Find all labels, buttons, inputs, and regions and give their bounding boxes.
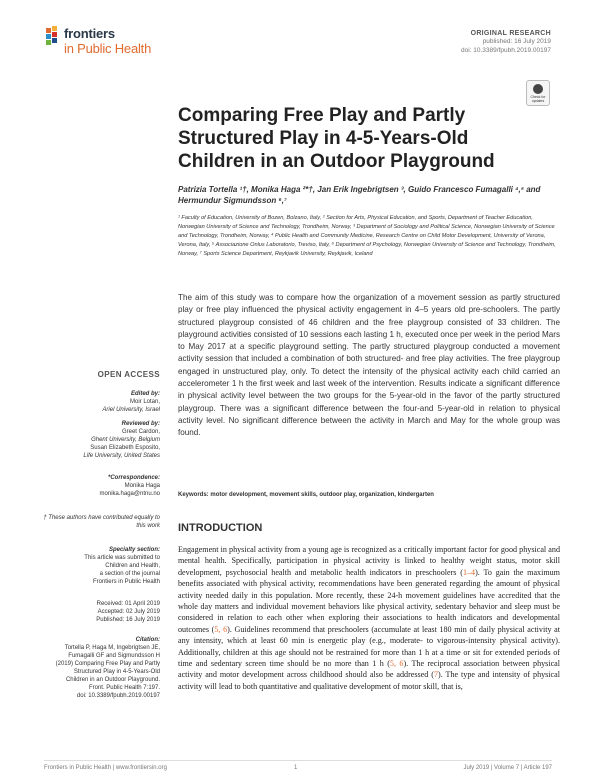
specialty-label: Specialty section:	[108, 547, 160, 553]
citation-link[interactable]: 5, 6	[214, 624, 228, 634]
affiliations: ¹ Faculty of Education, University of Bozen, Bolzano, Italy, ² Section for Arts, Physical Education, and Sports, Department of Teacher Education, Norwegian University of Science and Technology, Trondheim, Norway, ³ Department of Sociology and Political Science, Norwegian University of Science and Technology, Trondheim, Norway, ⁴ Public Health and Community Medicine, Research Centre on Child Motor Development, University of Verona, Verona, Italy, ⁵ Associazione Onlus Laboratorio, Treviso, Italy, ⁶ Department of Psychology, Norwegian University of Science and Technology, Trondheim, Norway, ⁷ Sports Science Department, Reykjavik University, Reykjavik, Iceland	[178, 215, 556, 257]
badge-label: Check for updates	[530, 95, 546, 103]
specialty-line: This article was submitted to	[84, 555, 160, 561]
journal-logo	[44, 26, 184, 58]
article-meta	[461, 30, 551, 55]
check-for-updates-button[interactable]	[526, 80, 550, 106]
journal-subname: in Public Health	[64, 41, 152, 56]
citation-line: Structured Play in 4-5-Years-Old	[73, 669, 160, 675]
article-title: Comparing Free Play and Partly Structured Play in 4-5-Years-Old Children in an Outdoor Playground	[178, 105, 495, 172]
published-date-side: Published: 16 July 2019	[96, 617, 160, 623]
edited-by-label: Edited by:	[130, 391, 160, 397]
citation-line: Fumagalli GF and Sigmundsson H	[68, 653, 160, 659]
text-run: Engagement in physical activity from a young age is recognized as a critically important factor for good physical and mental health. Specifically, participation in physical activity is linked to healthy weight status, motor skill development, psychosocial health and metabolic health indicators in preschoolers (	[178, 545, 560, 577]
journal-name: frontiers	[64, 26, 115, 41]
text-run: ). The type and intensity of physical activity will lead to both quantitative and qualitative development of motor skill, that is,	[178, 670, 560, 691]
reviewed-by-label: Reviewed by:	[121, 421, 160, 427]
footer-divider	[44, 760, 552, 761]
section-heading-introduction: INTRODUCTION	[178, 522, 263, 534]
text-run: ). To gain the maximum benefits associated with physical activity, recommendations have been generated regarding the amount of physical activity needed daily in this population. More recently, these 24-h movement guidelines have accredited that the whole day matters and individual movement behaviors like physical activity, sedentary behavior and sleep must be considered in relation to each other when exploring their associations to health indicators and developmental outcomes (	[178, 567, 560, 634]
published-date: published: 16 July 2019	[482, 38, 551, 45]
abstract: The aim of this study was to compare how the organization of a movement session as partly structured play or free play influenced the physical activity engagement in 4–5 years old pre-schoolers. The partly structured playgroup consisted of 46 children and the free playgroup consisted of 33 children. The playground activities consisted of 10 sessions each lasting 1 h, executed once per week in the period Mars to May 2017 at a specific playground setting. The partly structured playgroup conducted a movement activity session that included a combination of both structured- and free play activities. The free playgroup engaged in unstructured play, only. To detect the intensity of the physical activity each child carried an accelerometer 1 h the first week and last week of the intervention. Results indicate a significant difference in physical activity level between the two groups for the 5-year-old in the favor of the partly structured playgroup. There was a significant difference between the four-and 5-year-old in relation to physical activity level. No significant difference between the activity in March and May for the whole group was found.	[178, 293, 560, 438]
reviewer-affiliation: Life University, United States	[83, 453, 160, 459]
citation-line: (2019) Comparing Free Play and Partly	[55, 661, 160, 667]
received-date: Received: 01 April 2019	[96, 601, 160, 607]
equal-contribution-note: † These authors have contributed equally to this work	[43, 515, 160, 529]
keywords	[178, 492, 560, 498]
correspondence	[40, 474, 160, 498]
frontiers-logo-icon	[44, 26, 62, 48]
editor-name[interactable]: Moir Lotan,	[129, 399, 160, 405]
open-access-label: OPEN ACCESS	[97, 370, 160, 379]
reviewer-affiliation: Ghent University, Belgium	[91, 437, 160, 443]
keywords-label: Keywords:	[178, 492, 209, 498]
citation-line: Children in an Outdoor Playground.	[65, 677, 160, 683]
citation-line: Tortella P, Haga M, Ingebrigtsen JE,	[64, 645, 160, 651]
article-type: ORIGINAL RESEARCH	[470, 30, 551, 37]
reviewer-name[interactable]: Susan Elizabeth Esposito,	[90, 445, 160, 451]
reviewed-by	[40, 420, 160, 460]
introduction-paragraph	[178, 544, 560, 692]
reviewer-name[interactable]: Greet Cardon,	[121, 429, 160, 435]
correspondence-label: *Correspondence:	[107, 475, 160, 481]
specialty-line: a section of the journal	[99, 571, 160, 577]
doi-link[interactable]: doi: 10.3389/fpubh.2019.00197	[460, 47, 551, 54]
accepted-date: Accepted: 02 July 2019	[97, 609, 160, 615]
updates-icon	[533, 84, 543, 94]
editor-affiliation: Ariel University, Israel	[102, 407, 160, 413]
text-run: ). The reciprocal association between physical activity and motor development across childhood should also be addressed (	[178, 659, 561, 680]
footer-journal[interactable]: Frontiers in Public Health | www.frontiersin.org	[44, 765, 167, 771]
citation-label: Citation:	[135, 637, 160, 643]
keywords-list: motor development, movement skills, outdoor play, organization, kindergarten	[210, 492, 434, 498]
citation-link[interactable]: 1–4	[462, 567, 476, 577]
specialty-line: Children and Health,	[105, 563, 160, 569]
citation-line: Front. Public Health 7:197.	[88, 685, 160, 691]
author-list: Patrizia Tortella ¹†, Monika Haga ²*†, Jan Erik Ingebrigtsen ³, Guido Francesco Fumagalli ⁴,⁵ and Hermundur Sigmundsson ⁶,⁷	[178, 185, 541, 205]
specialty-section	[40, 546, 160, 586]
citation-link[interactable]: 5, 6	[389, 659, 404, 669]
footer-volume: July 2019 | Volume 7 | Article 197	[463, 765, 552, 771]
edited-by	[40, 390, 160, 414]
page-number: 1	[294, 765, 298, 771]
correspondent-name: Monika Haga	[124, 483, 160, 489]
text-run: ). Guidelines recommend that preschoolers (accumulate at least 180 min of daily physical activity at any intensity, which at least 60 min is energetic play (e.g., moderate- to vigorous-intensity physical activity). Additionally, children at this age should not be restrained for more than 1 h at a time or sit for extended periods of time and sedentary screen time should be no more than 1 h (	[178, 624, 561, 669]
specialty-line: Frontiers in Public Health	[92, 579, 160, 585]
citation	[40, 636, 160, 700]
citation-link[interactable]: 7	[433, 670, 438, 680]
citation-doi[interactable]: doi: 10.3389/fpubh.2019.00197	[76, 693, 160, 699]
dates	[40, 600, 160, 624]
correspondent-email[interactable]: monika.haga@ntnu.no	[99, 491, 160, 497]
